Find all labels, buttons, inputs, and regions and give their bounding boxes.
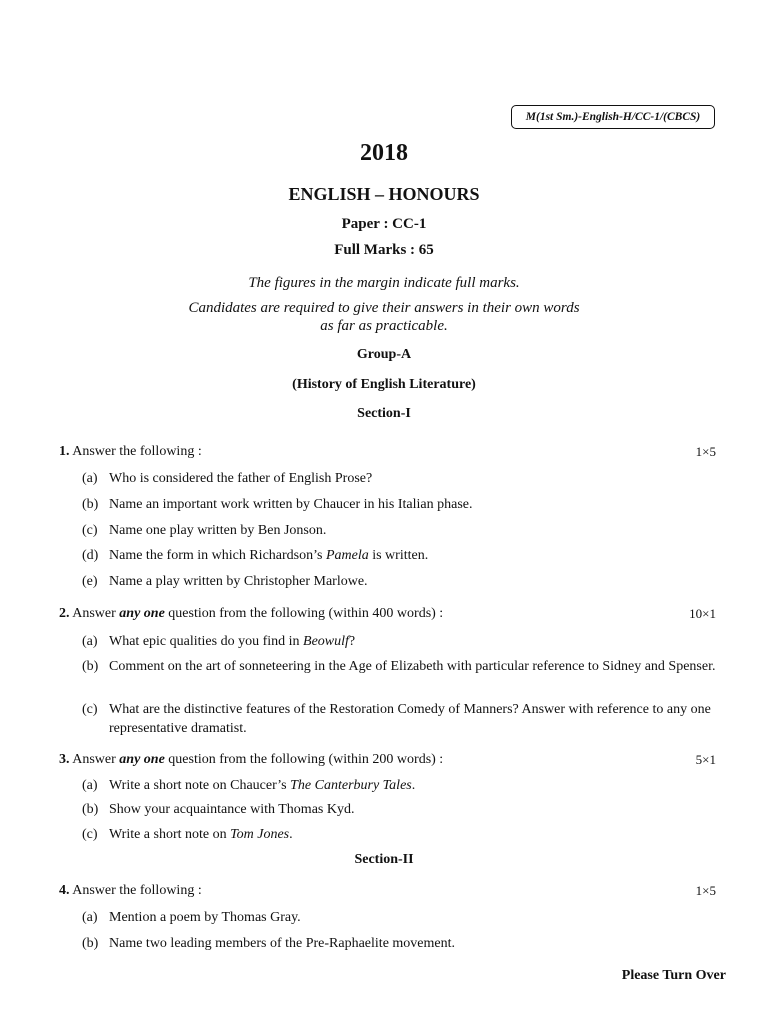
item-label: (a) [82, 778, 98, 793]
section-1-heading: Section-I [357, 406, 411, 421]
question-text: Answer the following : [72, 883, 202, 898]
q1-item-d [82, 546, 428, 565]
please-turn-over: Please Turn Over [621, 968, 726, 983]
item-text-post: . [289, 827, 293, 842]
question-3-marks: 5×1 [695, 752, 716, 767]
item-text-post: . [411, 778, 416, 793]
instruction-line-1: The figures in the margin indicate full marks. [248, 275, 520, 291]
item-text: Name a play written by Christopher Marlowe. [109, 574, 368, 589]
q1-item-b [82, 495, 473, 514]
item-text-pre: Write a short note on [109, 827, 231, 842]
item-label: (a) [82, 910, 98, 925]
item-text-pre: Name the form in which Richardson’s [109, 548, 326, 563]
item-text-pre: What epic qualities do you find in [109, 634, 304, 649]
question-number: 1. [59, 444, 70, 459]
item-text: Show your acquaintance with Thomas Kyd. [109, 802, 355, 817]
q2-item-b [82, 657, 718, 676]
item-text: Mention a poem by Thomas Gray. [109, 910, 301, 925]
item-text: Who is considered the father of English Prose? [109, 471, 373, 486]
question-text-pre: Answer [72, 606, 120, 621]
item-text: What are the distinctive features of the Restoration Comedy of Manners? Answer with reference to any one representative dramatist. [109, 702, 711, 736]
item-text: Name one play written by Ben Jonson. [109, 523, 327, 538]
question-emphasis: any one [119, 752, 165, 767]
work-title: Tom Jones [230, 827, 290, 842]
paper-code: M(1st Sm.)-English-H/CC-1/(CBCS) [525, 111, 701, 123]
group-heading: Group-A [356, 347, 412, 362]
instruction-line-2: Candidates are required to give their answers in their own words [188, 300, 580, 316]
question-1 [59, 444, 202, 460]
question-number: 2. [59, 606, 70, 621]
question-number: 4. [59, 883, 70, 898]
question-number: 3. [59, 752, 70, 767]
work-title: Beowulf [303, 634, 349, 649]
item-text: Name two leading members of the Pre-Raphaelite movement. [109, 936, 456, 951]
paper-number: Paper : CC-1 [341, 216, 427, 232]
question-text-pre: Answer [72, 752, 120, 767]
item-label: (c) [82, 702, 98, 717]
exam-year: 2018 [360, 140, 408, 166]
q3-item-c [82, 825, 293, 844]
item-label: (c) [82, 523, 98, 538]
item-text-post: ? [348, 634, 356, 649]
item-label: (d) [82, 548, 99, 563]
question-2-marks: 10×1 [689, 606, 716, 621]
group-subtitle: (History of English Literature) [292, 377, 476, 392]
question-emphasis: any one [119, 606, 165, 621]
item-text: Name an important work written by Chaucer in his Italian phase. [109, 497, 473, 512]
item-label: (a) [82, 634, 98, 649]
q4-item-b [82, 934, 455, 953]
item-text: Comment on the art of sonneteering in the Age of Elizabeth with particular reference to Sidney and Spenser. [109, 659, 716, 674]
instruction-line-3: as far as practicable. [320, 318, 448, 334]
q1-item-a [82, 469, 372, 488]
item-text-post: is written. [368, 548, 429, 563]
full-marks: Full Marks : 65 [334, 242, 434, 258]
question-2 [59, 606, 443, 622]
item-label: (a) [82, 471, 98, 486]
item-label: (b) [82, 497, 99, 512]
question-text: Answer the following : [72, 444, 202, 459]
item-label: (b) [82, 936, 99, 951]
question-4-marks: 1×5 [695, 883, 716, 898]
work-title: Pamela [325, 548, 369, 563]
subject-title: ENGLISH – HONOURS [288, 184, 480, 204]
item-text-pre: Write a short note on Chaucer’s [109, 778, 291, 793]
section-2-heading: Section-II [354, 852, 414, 867]
q3-item-b [82, 800, 354, 819]
paper-code-box [511, 105, 715, 129]
item-label: (b) [82, 802, 99, 817]
question-text-post: question from the following (within 400 words) : [164, 606, 444, 621]
q2-item-a [82, 632, 355, 651]
q1-item-c [82, 521, 326, 540]
q1-item-e [82, 572, 368, 591]
item-label: (c) [82, 827, 98, 842]
item-label: (e) [82, 574, 98, 589]
question-4 [59, 883, 202, 899]
item-label: (b) [82, 659, 99, 674]
q2-item-c [82, 700, 718, 738]
question-3 [59, 752, 443, 768]
work-title: The Canterbury Tales [290, 778, 412, 793]
question-1-marks: 1×5 [695, 444, 716, 459]
q4-item-a [82, 908, 301, 927]
question-text-post: question from the following (within 200 words) : [164, 752, 444, 767]
q3-item-a [82, 776, 415, 795]
